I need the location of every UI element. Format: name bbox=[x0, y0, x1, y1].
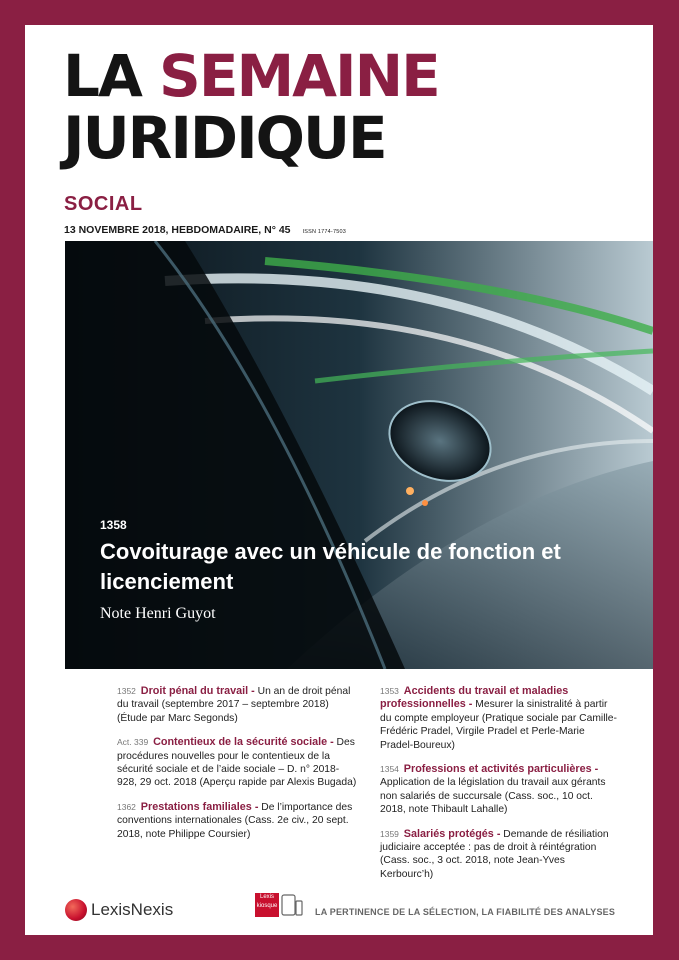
masthead bbox=[63, 42, 439, 172]
hero-author: Note Henri Guyot bbox=[100, 605, 216, 622]
lexisnexis-logo bbox=[65, 899, 173, 921]
hero-article-number: 1358 bbox=[100, 518, 127, 532]
summary-right-column bbox=[380, 685, 620, 892]
entry-text: De l’importance des conventions internationales (Cass. 2e civ., 20 sept. 2018, note Philippe Coursier) bbox=[117, 801, 353, 840]
entry-rubric: Contentieux de la sécurité sociale - bbox=[153, 736, 334, 749]
entry-rubric: Professions et activités particulières - bbox=[403, 763, 599, 776]
masthead-semaine: SEMAINE bbox=[159, 42, 439, 110]
section-title: SOCIAL bbox=[64, 193, 143, 215]
issue-date: 13 NOVEMBRE 2018, HEBDOMADAIRE, N° 45 bbox=[64, 224, 291, 236]
entry-number: 1352 bbox=[117, 686, 136, 696]
lexisnexis-ball-icon bbox=[65, 899, 87, 921]
entry-number: 1359 bbox=[380, 828, 399, 839]
masthead-line-1 bbox=[63, 42, 439, 110]
footer-tagline: LA PERTINENCE DE LA SÉLECTION, LA FIABILITÉ DES ANALYSES bbox=[315, 907, 616, 917]
lexis-kiosque-logo bbox=[255, 893, 303, 917]
kiosque-badge bbox=[255, 893, 279, 917]
entry-number: 1353 bbox=[380, 686, 399, 696]
summary-entry[interactable] bbox=[117, 736, 357, 790]
entry-rubric: Prestations familiales - bbox=[140, 800, 259, 813]
entry-text: Un an de droit pénal du travail (septembre 2017 – septembre 2018) (Étude par Marc Segonds) bbox=[117, 686, 351, 724]
lexisnexis-wordmark: LexisNexis bbox=[91, 900, 174, 919]
cover-image bbox=[65, 241, 653, 669]
entry-rubric: Droit pénal du travail - bbox=[140, 685, 255, 697]
entry-text: Application de la législation du travail aux gérants non salariés de succursale (Cass. soc., 10 oct. 2018, note Thibault Lahalle) bbox=[380, 777, 606, 816]
summary-left-column bbox=[117, 685, 357, 852]
kiosque-label-a: Lexis bbox=[259, 894, 274, 900]
masthead-line-2: JURIDIQUE bbox=[63, 104, 386, 172]
entry-text: Demande de résiliation judiciaire acceptée : pas de droit à réintégration (Cass. soc., 3 oct. 2018, note Jean-Yves Kerbourc’h) bbox=[380, 828, 609, 880]
hero-title: Covoiturage avec un véhicule de fonction et licenciement bbox=[100, 539, 561, 594]
devices-icon bbox=[281, 893, 303, 917]
entry-text: Mesurer la sinistralité à partir du compte employeur (Pratique sociale par Camille-Frédéric Pradel, Virgile Pradel et Perle-Marie Pradel-Boureux) bbox=[380, 699, 617, 751]
entry-text: Des procédures nouvelles pour le contentieux de la sécurité sociale et de l’aide sociale – D. n° 2018-928, 29 oct. 2018 (Aperçu rapide par Alexis Bugada) bbox=[117, 737, 357, 789]
summary-entry[interactable] bbox=[380, 685, 620, 752]
entry-number: 1354 bbox=[380, 764, 399, 775]
entry-rubric: Accidents du travail et maladies professionnelles - bbox=[380, 685, 569, 711]
entry-rubric: Salariés protégés - bbox=[403, 827, 501, 840]
masthead-la: LA bbox=[63, 42, 160, 110]
summary-entry[interactable] bbox=[380, 828, 620, 882]
summary-entry[interactable] bbox=[117, 685, 357, 725]
issn: ISSN 1774-7503 bbox=[302, 229, 346, 235]
entry-number: 1362 bbox=[117, 801, 136, 812]
kiosque-label-b: kiosque bbox=[256, 903, 278, 909]
cover-page bbox=[25, 25, 653, 935]
summary-entry[interactable] bbox=[380, 763, 620, 817]
issue-line bbox=[64, 224, 346, 236]
summary-entry[interactable] bbox=[117, 801, 357, 841]
entry-number: Act. 339 bbox=[117, 737, 149, 748]
